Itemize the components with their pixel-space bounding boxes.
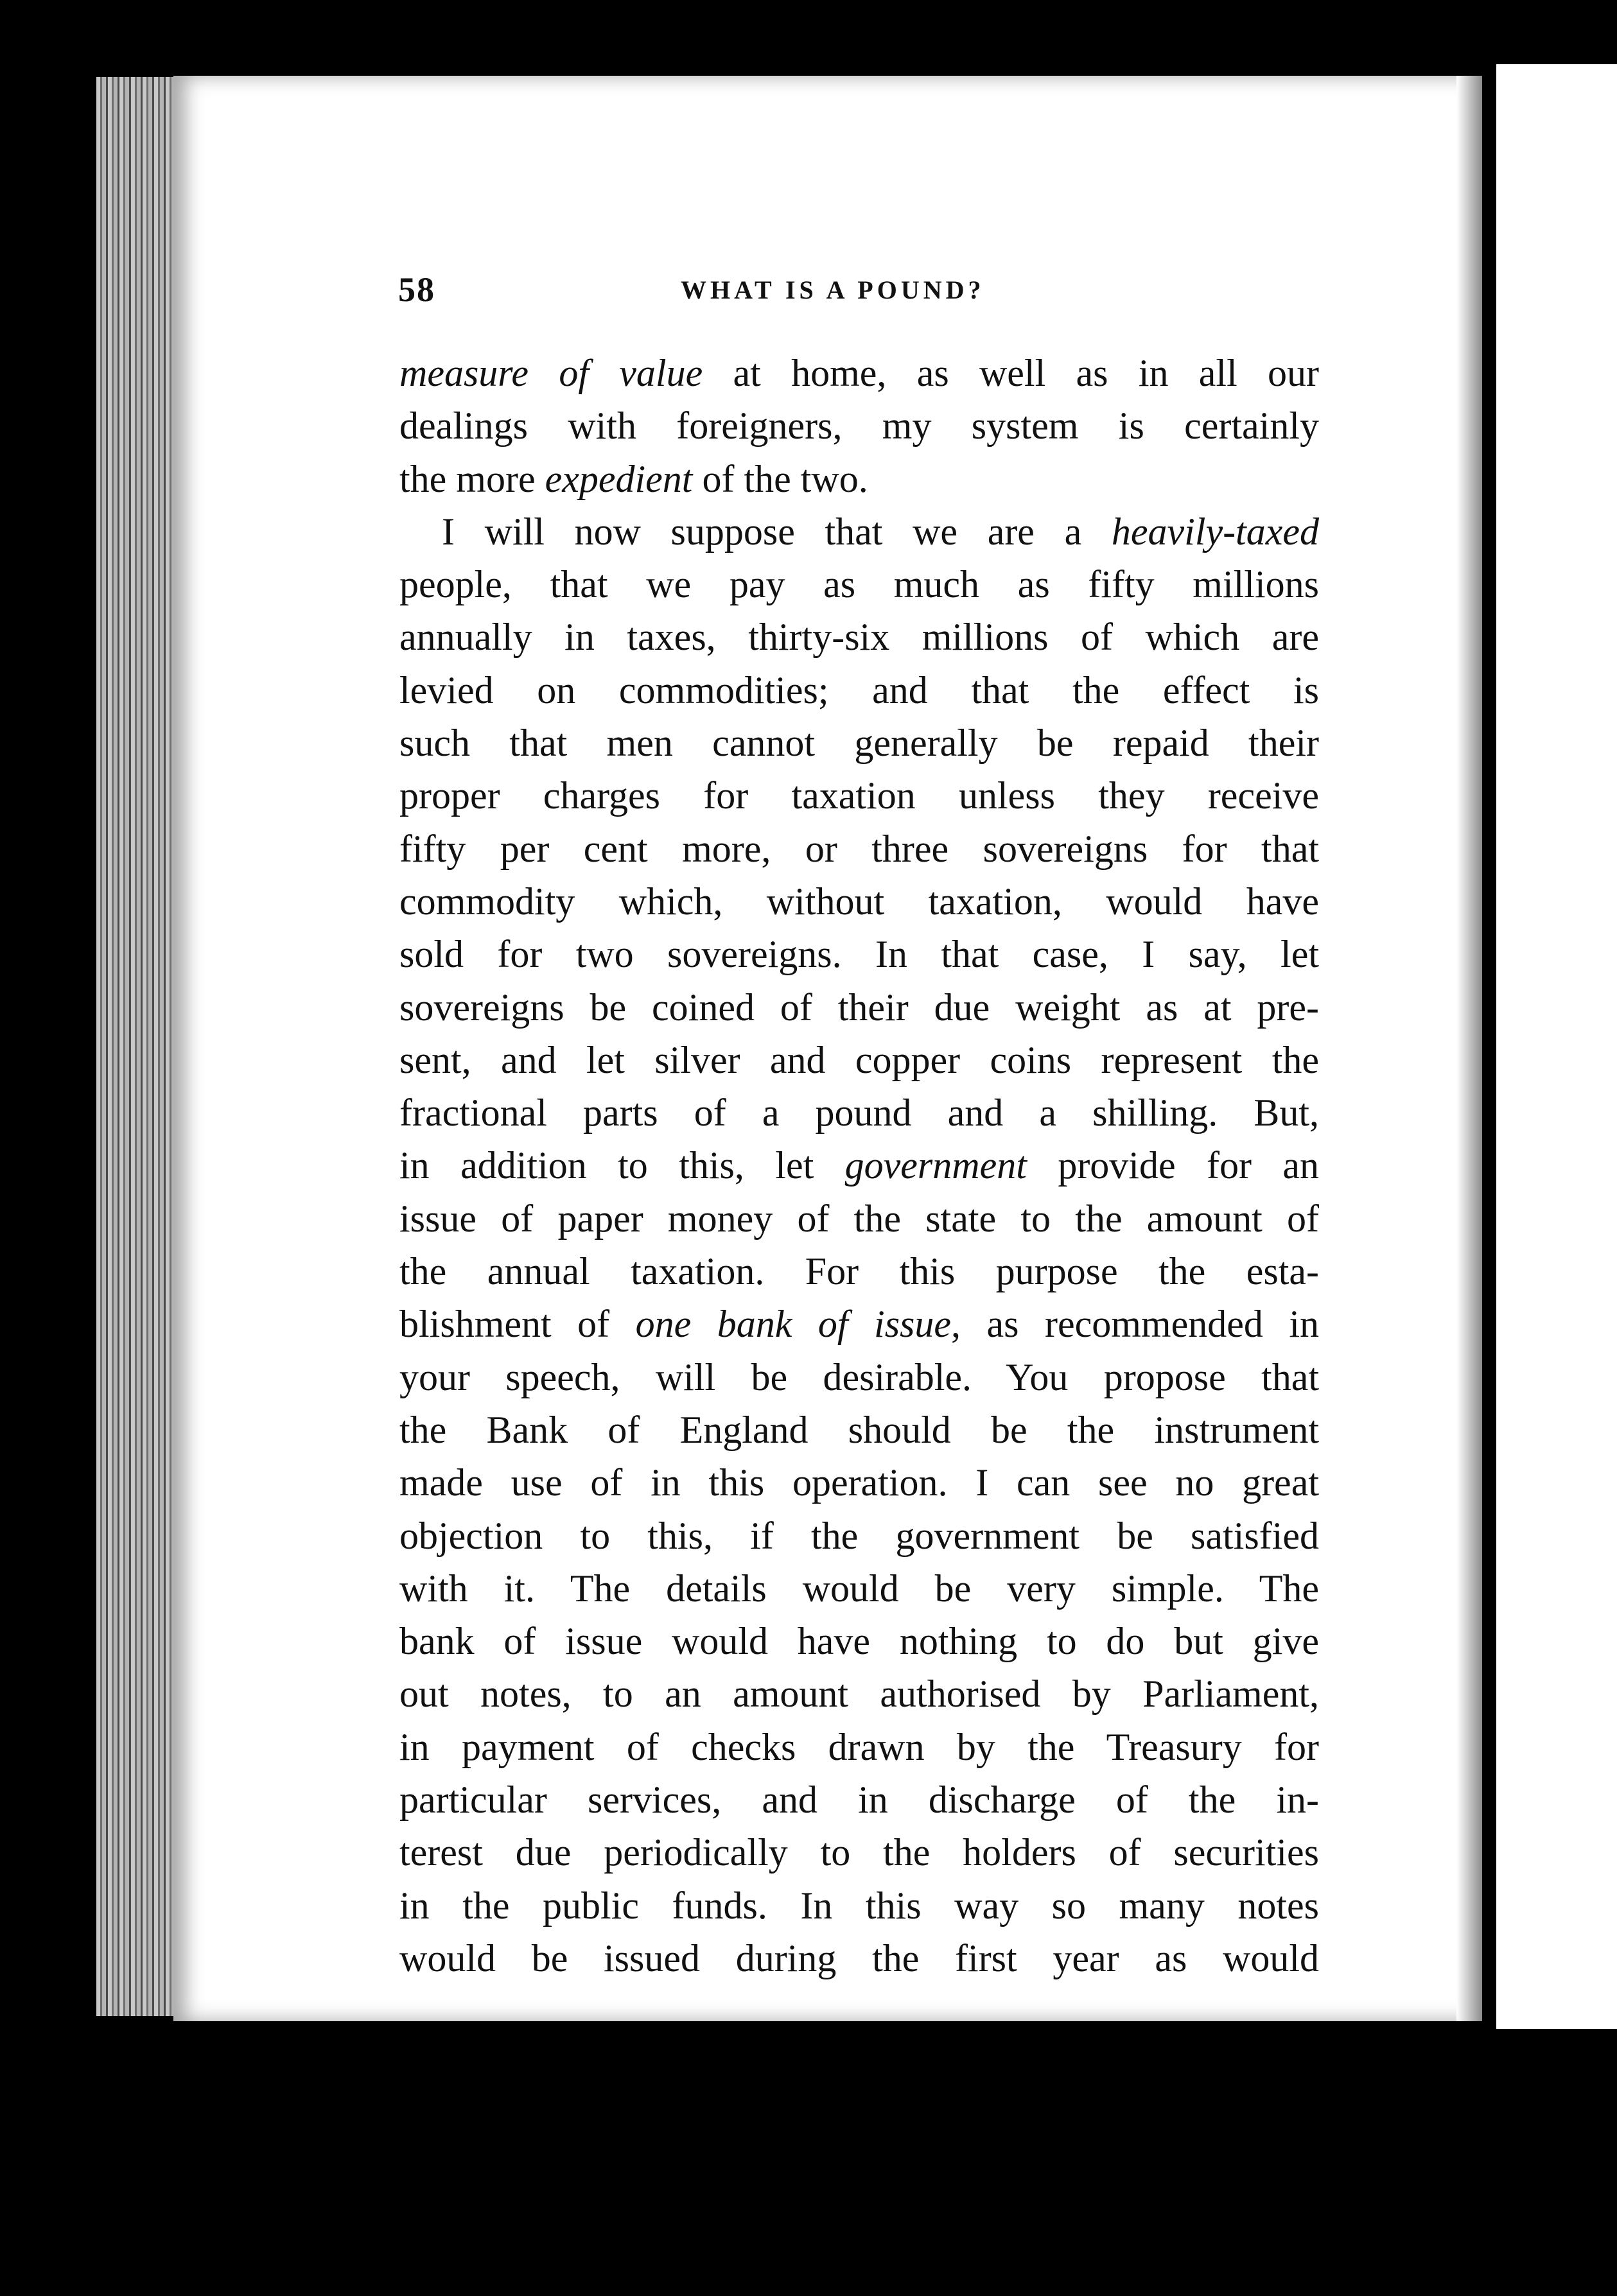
italic-word: government <box>844 1144 1027 1187</box>
text-line: the more expedient of the two. <box>399 457 868 500</box>
text-line: sold for two sovereigns. In that case, I say, let <box>399 933 1319 976</box>
text-line: fractional parts of a pound and a shilling. But, <box>399 1091 1319 1135</box>
text-line: fifty per cent more, or three sovereigns for that <box>399 827 1319 870</box>
text-line: would be issued during the first year as would <box>399 1936 1319 1979</box>
text-line: blishment of one bank of issue, as recommended in <box>399 1303 1319 1346</box>
text-line: in payment of checks drawn by the Treasury for <box>399 1725 1319 1768</box>
text-line: made use of in this operation. I can see no great <box>399 1461 1319 1504</box>
text-line: particular services, and in discharge of the in- <box>399 1779 1319 1822</box>
facing-page-edge <box>1496 64 1617 2029</box>
italic-phrase: measure of value <box>399 352 703 394</box>
text-line: people, that we pay as much as fifty millions <box>399 563 1319 606</box>
italic-word: expedient <box>545 457 693 500</box>
running-head <box>398 270 1329 315</box>
page-gutter-shadow <box>1456 76 1482 2021</box>
text-line: bank of issue would have nothing to do but give <box>399 1620 1319 1663</box>
text-line: issue of paper money of the state to the amount of <box>399 1197 1319 1240</box>
text-line: sovereigns be coined of their due weight as at pre- <box>399 986 1319 1029</box>
text-line: objection to this, if the government be satisfied <box>399 1514 1319 1557</box>
italic-word: heavily-taxed <box>1111 510 1319 553</box>
page-number: 58 <box>398 270 435 309</box>
body-text <box>399 347 1319 1985</box>
text-line: dealings with foreigners, my system is certainly <box>399 404 1319 448</box>
running-title: WHAT IS A POUND? <box>681 275 985 304</box>
text-line: commodity which, without taxation, would have <box>399 880 1319 923</box>
text-line: I will now suppose that we are a heavily-taxed <box>442 510 1319 553</box>
text-line: your speech, will be desirable. You propose that <box>399 1355 1319 1398</box>
text-line: in the public funds. In this way so many notes <box>399 1884 1319 1927</box>
text-line: in addition to this, let government provide for an <box>399 1144 1320 1187</box>
text-line: such that men cannot generally be repaid their <box>399 722 1319 765</box>
text-line: annually in taxes, thirty-six millions of which are <box>399 616 1319 659</box>
text-line: with it. The details would be very simple. The <box>399 1567 1319 1610</box>
text-line: the Bank of England should be the instrument <box>399 1408 1319 1451</box>
text-line: proper charges for taxation unless they receive <box>399 774 1319 817</box>
text-line: terest due periodically to the holders of securities <box>399 1831 1319 1874</box>
text-line: levied on commodities; and that the effect is <box>399 668 1319 711</box>
text-line: sent, and let silver and copper coins represent the <box>399 1038 1319 1081</box>
text-line: the annual taxation. For this purpose the esta- <box>399 1250 1319 1293</box>
italic-phrase: one bank of issue <box>635 1303 952 1346</box>
text-line: measure of value at home, as well as in all our <box>399 352 1320 394</box>
text-line: out notes, to an amount authorised by Parliament, <box>399 1673 1319 1716</box>
